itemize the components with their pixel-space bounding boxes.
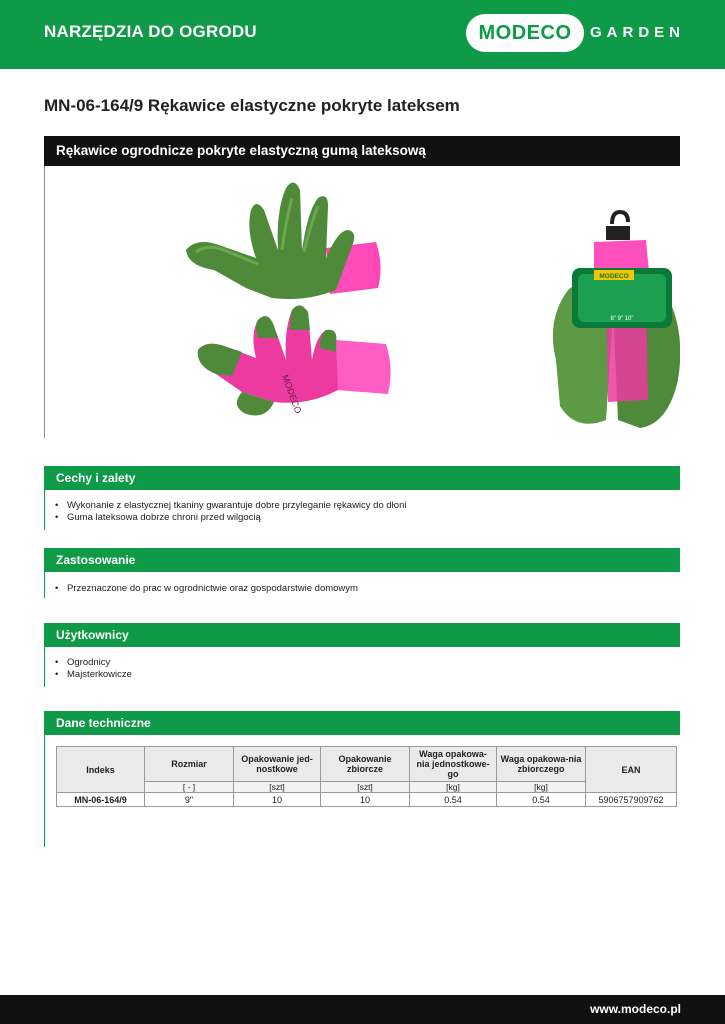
list-item: • Ogrodnicy — [55, 657, 132, 669]
tech-heading: Dane techniczne — [56, 716, 151, 730]
modeco-garden-logo — [466, 14, 706, 52]
users-heading-bar — [44, 623, 680, 647]
glove-top-image — [186, 182, 381, 299]
glove-print: MODECO — [280, 373, 304, 415]
table-unit-row — [57, 782, 677, 793]
application-line — [44, 572, 45, 598]
unit-unit-weight: [kg] — [410, 782, 497, 793]
application-heading: Zastosowanie — [56, 553, 136, 567]
users-heading: Użytkownicy — [56, 628, 129, 642]
list-item: • Przeznaczone do prac w ogrodnictwie oraz gospodarstwie domowym — [55, 583, 358, 595]
unit-unit-pack: [szt] — [234, 782, 321, 793]
col-bulk-weight: Waga opakowa-nia zbiorczego — [497, 747, 586, 782]
table-row — [57, 793, 677, 807]
col-size: Rozmiar — [145, 747, 234, 782]
product-subtitle: Rękawice ogrodnicze pokryte elastyczną gumą lateksową — [56, 143, 426, 158]
unit-size: [ - ] — [145, 782, 234, 793]
features-heading-bar — [44, 466, 680, 490]
cell-ean: 5906757909762 — [586, 793, 677, 807]
category-title: NARZĘDZIA DO OGRODU — [44, 22, 257, 41]
package-label: MODECO — [599, 273, 629, 280]
col-bulk-pack: Opakowanie zbiorcze — [321, 747, 410, 782]
users-list — [55, 657, 132, 681]
col-ean: EAN — [586, 747, 677, 793]
logo-brand: MODECO — [478, 22, 572, 44]
cell-index: MN-06-164/9 — [57, 793, 145, 807]
glove-bottom-image — [198, 305, 391, 415]
features-heading: Cechy i zalety — [56, 471, 136, 485]
cell-bulk-pack: 10 — [321, 793, 410, 807]
cell-size: 9" — [145, 793, 234, 807]
features-list — [55, 500, 406, 524]
list-item: • Majsterkowicze — [55, 669, 132, 681]
footer — [0, 995, 725, 1024]
subtitle-bar — [44, 136, 680, 166]
tech-heading-bar — [44, 711, 680, 735]
list-item: • Guma lateksowa dobrze chroni przed wilgocią — [55, 512, 406, 524]
logo-sub: GARDEN — [590, 24, 686, 41]
application-heading-bar — [44, 548, 680, 572]
image-divider — [44, 166, 45, 438]
application-list — [55, 583, 358, 595]
product-title: MN-06-164/9 Rękawice elastyczne pokryte lateksem — [44, 96, 460, 115]
website-link[interactable]: www.modeco.pl — [590, 1002, 681, 1016]
unit-bulk-pack: [szt] — [321, 782, 410, 793]
cell-unit-weight: 0.54 — [410, 793, 497, 807]
package-size: 8" 9" 10" — [610, 316, 634, 322]
col-index: Indeks — [57, 747, 145, 793]
product-images — [46, 170, 680, 442]
top-header — [0, 0, 725, 69]
tech-table — [56, 746, 677, 807]
col-unit-weight: Waga opakowa-nia jednostkowe-go — [410, 747, 497, 782]
packaged-gloves-image — [553, 212, 680, 428]
cell-unit-pack: 10 — [234, 793, 321, 807]
unit-bulk-weight: [kg] — [497, 782, 586, 793]
tech-line — [44, 735, 45, 847]
users-line — [44, 647, 45, 687]
list-item: • Wykonanie z elastycznej tkaniny gwarantuje dobre przyleganie rękawicy do dłoni — [55, 500, 406, 512]
gloves-illustration — [46, 170, 680, 442]
cell-bulk-weight: 0.54 — [497, 793, 586, 807]
col-unit-pack: Opakowanie jed-nostkowe — [234, 747, 321, 782]
features-line — [44, 490, 45, 530]
table-header-row — [57, 747, 677, 782]
